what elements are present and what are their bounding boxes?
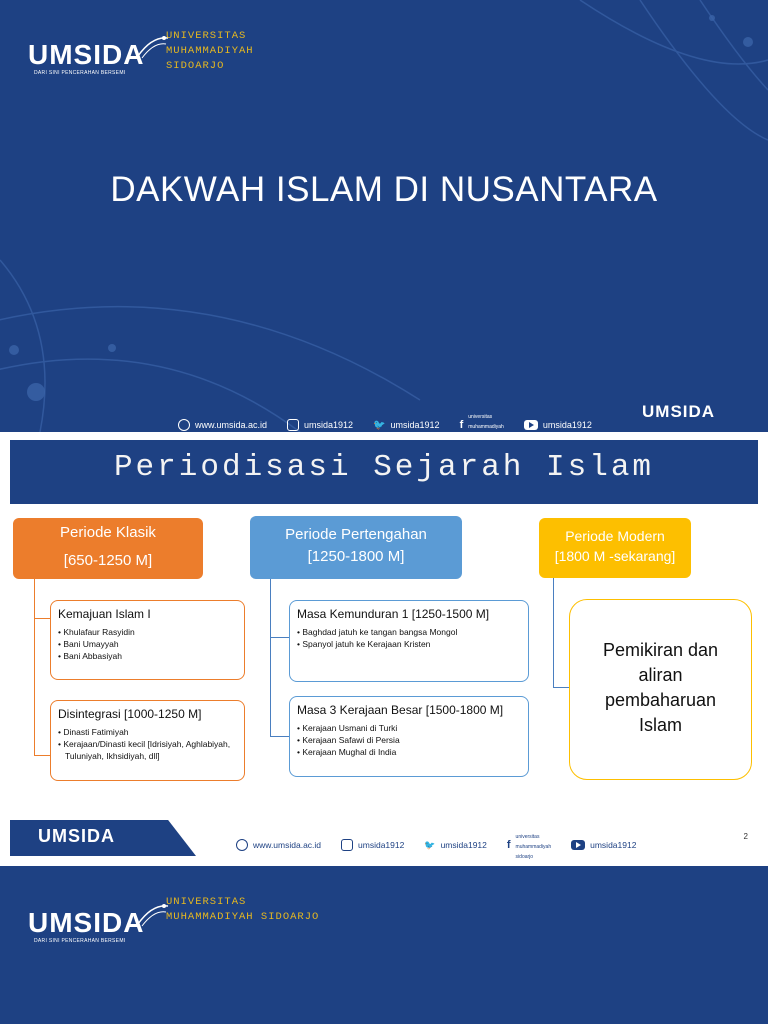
footer-social-bar [236,830,636,860]
period-range: [650-1250 M] [63,552,153,569]
logo-tagline: DARI SINI PENCERAHAN BERSEMI [34,938,126,944]
title-slide [0,0,768,432]
globe-icon [236,839,248,851]
umsida-logo [28,908,170,944]
university-name [166,895,319,925]
modern-box [569,599,752,780]
list-item: • Kerajaan/Dinasti kecil [Idrisiyah, Aghlabiyah, Tuluniyah, Ikhsidiyah, dll] [58,738,237,762]
period-classic-header [13,518,203,579]
kemunduran-box [289,600,529,682]
university-line: SIDOARJO [166,60,225,72]
disintegrasi-box [50,700,245,781]
twitter-handle[interactable]: umsida1912 [390,420,440,430]
period-middle-header [250,516,462,579]
university-line: MUHAMMADIYAH [166,45,254,57]
youtube-handle[interactable]: umsida1912 [542,420,592,430]
period-label: Periode Modern [565,528,665,544]
connector [553,687,570,688]
kemajuan-box [50,600,245,680]
slide-title: Periodisasi Sejarah Islam [113,450,655,485]
periodization-slide [0,432,768,866]
list-item: • Dinasti Fatimiyah [58,726,237,738]
list-item: • Kerajaan Safawi di Persia [297,734,521,746]
university-line: MUHAMMADIYAH SIDOARJO [166,911,320,923]
connector [34,755,50,756]
university-line: UNIVERSITAS [166,30,247,42]
list-item: • Spanyol jatuh ke Kerajaan Kristen [297,638,521,650]
page-number: 2 [743,832,748,841]
list-item: • Baghdad jatuh ke tangan bangsa Mongol [297,626,521,638]
modern-box-text: Pemikiran dan aliran pembaharuan Islam [602,640,719,735]
connector [270,736,290,737]
instagram-handle[interactable]: umsida1912 [304,420,354,430]
university-line: UNIVERSITAS [166,896,247,908]
connector [34,618,50,619]
next-slide-partial [0,866,768,1024]
list-item: • Bani Umayyah [58,638,237,650]
logo-word: UMSIDA [28,39,145,70]
list-item: • Bani Abbasiyah [58,650,237,662]
list-item: • Kerajaan Usmani di Turki [297,722,521,734]
instagram-icon [287,419,299,431]
period-label: Periode Klasik [60,524,156,541]
period-label: Periode Pertengahan [285,526,427,543]
slide-footer [10,820,758,860]
youtube-icon [571,840,585,850]
list-item: • Khulafaur Rasyidin [58,626,237,638]
twitter-icon: 🐦 [373,419,386,431]
connector [270,579,271,737]
website-link[interactable]: www.umsida.ac.id [253,840,322,850]
youtube-handle[interactable]: umsida1912 [590,840,637,850]
period-modern-header [539,518,691,578]
university-name [166,29,254,74]
footer-logo: UMSIDA [38,826,115,846]
logo-tagline: DARI SINI PENCERAHAN BERSEMI [34,70,126,76]
website-link[interactable]: www.umsida.ac.id [195,420,268,430]
slide-title: DAKWAH ISLAM DI NUSANTARA [110,170,658,209]
globe-icon [178,419,190,431]
period-range: [1800 M -sekarang] [554,548,676,564]
umsida-logo [28,40,170,76]
tiga-kerajaan-box [289,696,529,777]
facebook-name[interactable]: universitas muhammadiyah sidoarjo [515,834,552,860]
instagram-icon [341,839,353,851]
facebook-icon: f [506,839,511,851]
footer-logo: UMSIDA [642,402,716,421]
youtube-icon [524,420,538,430]
box-title: Masa 3 Kerajaan Besar [1500-1800 M] [297,703,504,717]
connector [270,637,290,638]
logo-word: UMSIDA [28,907,145,938]
facebook-name[interactable]: universitas muhammadiyah [468,414,504,430]
twitter-handle[interactable]: umsida1912 [440,840,487,850]
box-title: Disintegrasi [1000-1250 M] [58,707,202,721]
connector [553,578,554,688]
list-item: • Kerajaan Mughal di India [297,746,521,758]
instagram-handle[interactable]: umsida1912 [358,840,405,850]
facebook-icon: f [459,419,464,431]
period-range: [1250-1800 M] [307,548,405,565]
connector [34,579,35,756]
box-title: Kemajuan Islam I [58,607,151,621]
twitter-icon: 🐦 [424,839,436,850]
box-title: Masa Kemunduran 1 [1250-1500 M] [297,607,490,621]
